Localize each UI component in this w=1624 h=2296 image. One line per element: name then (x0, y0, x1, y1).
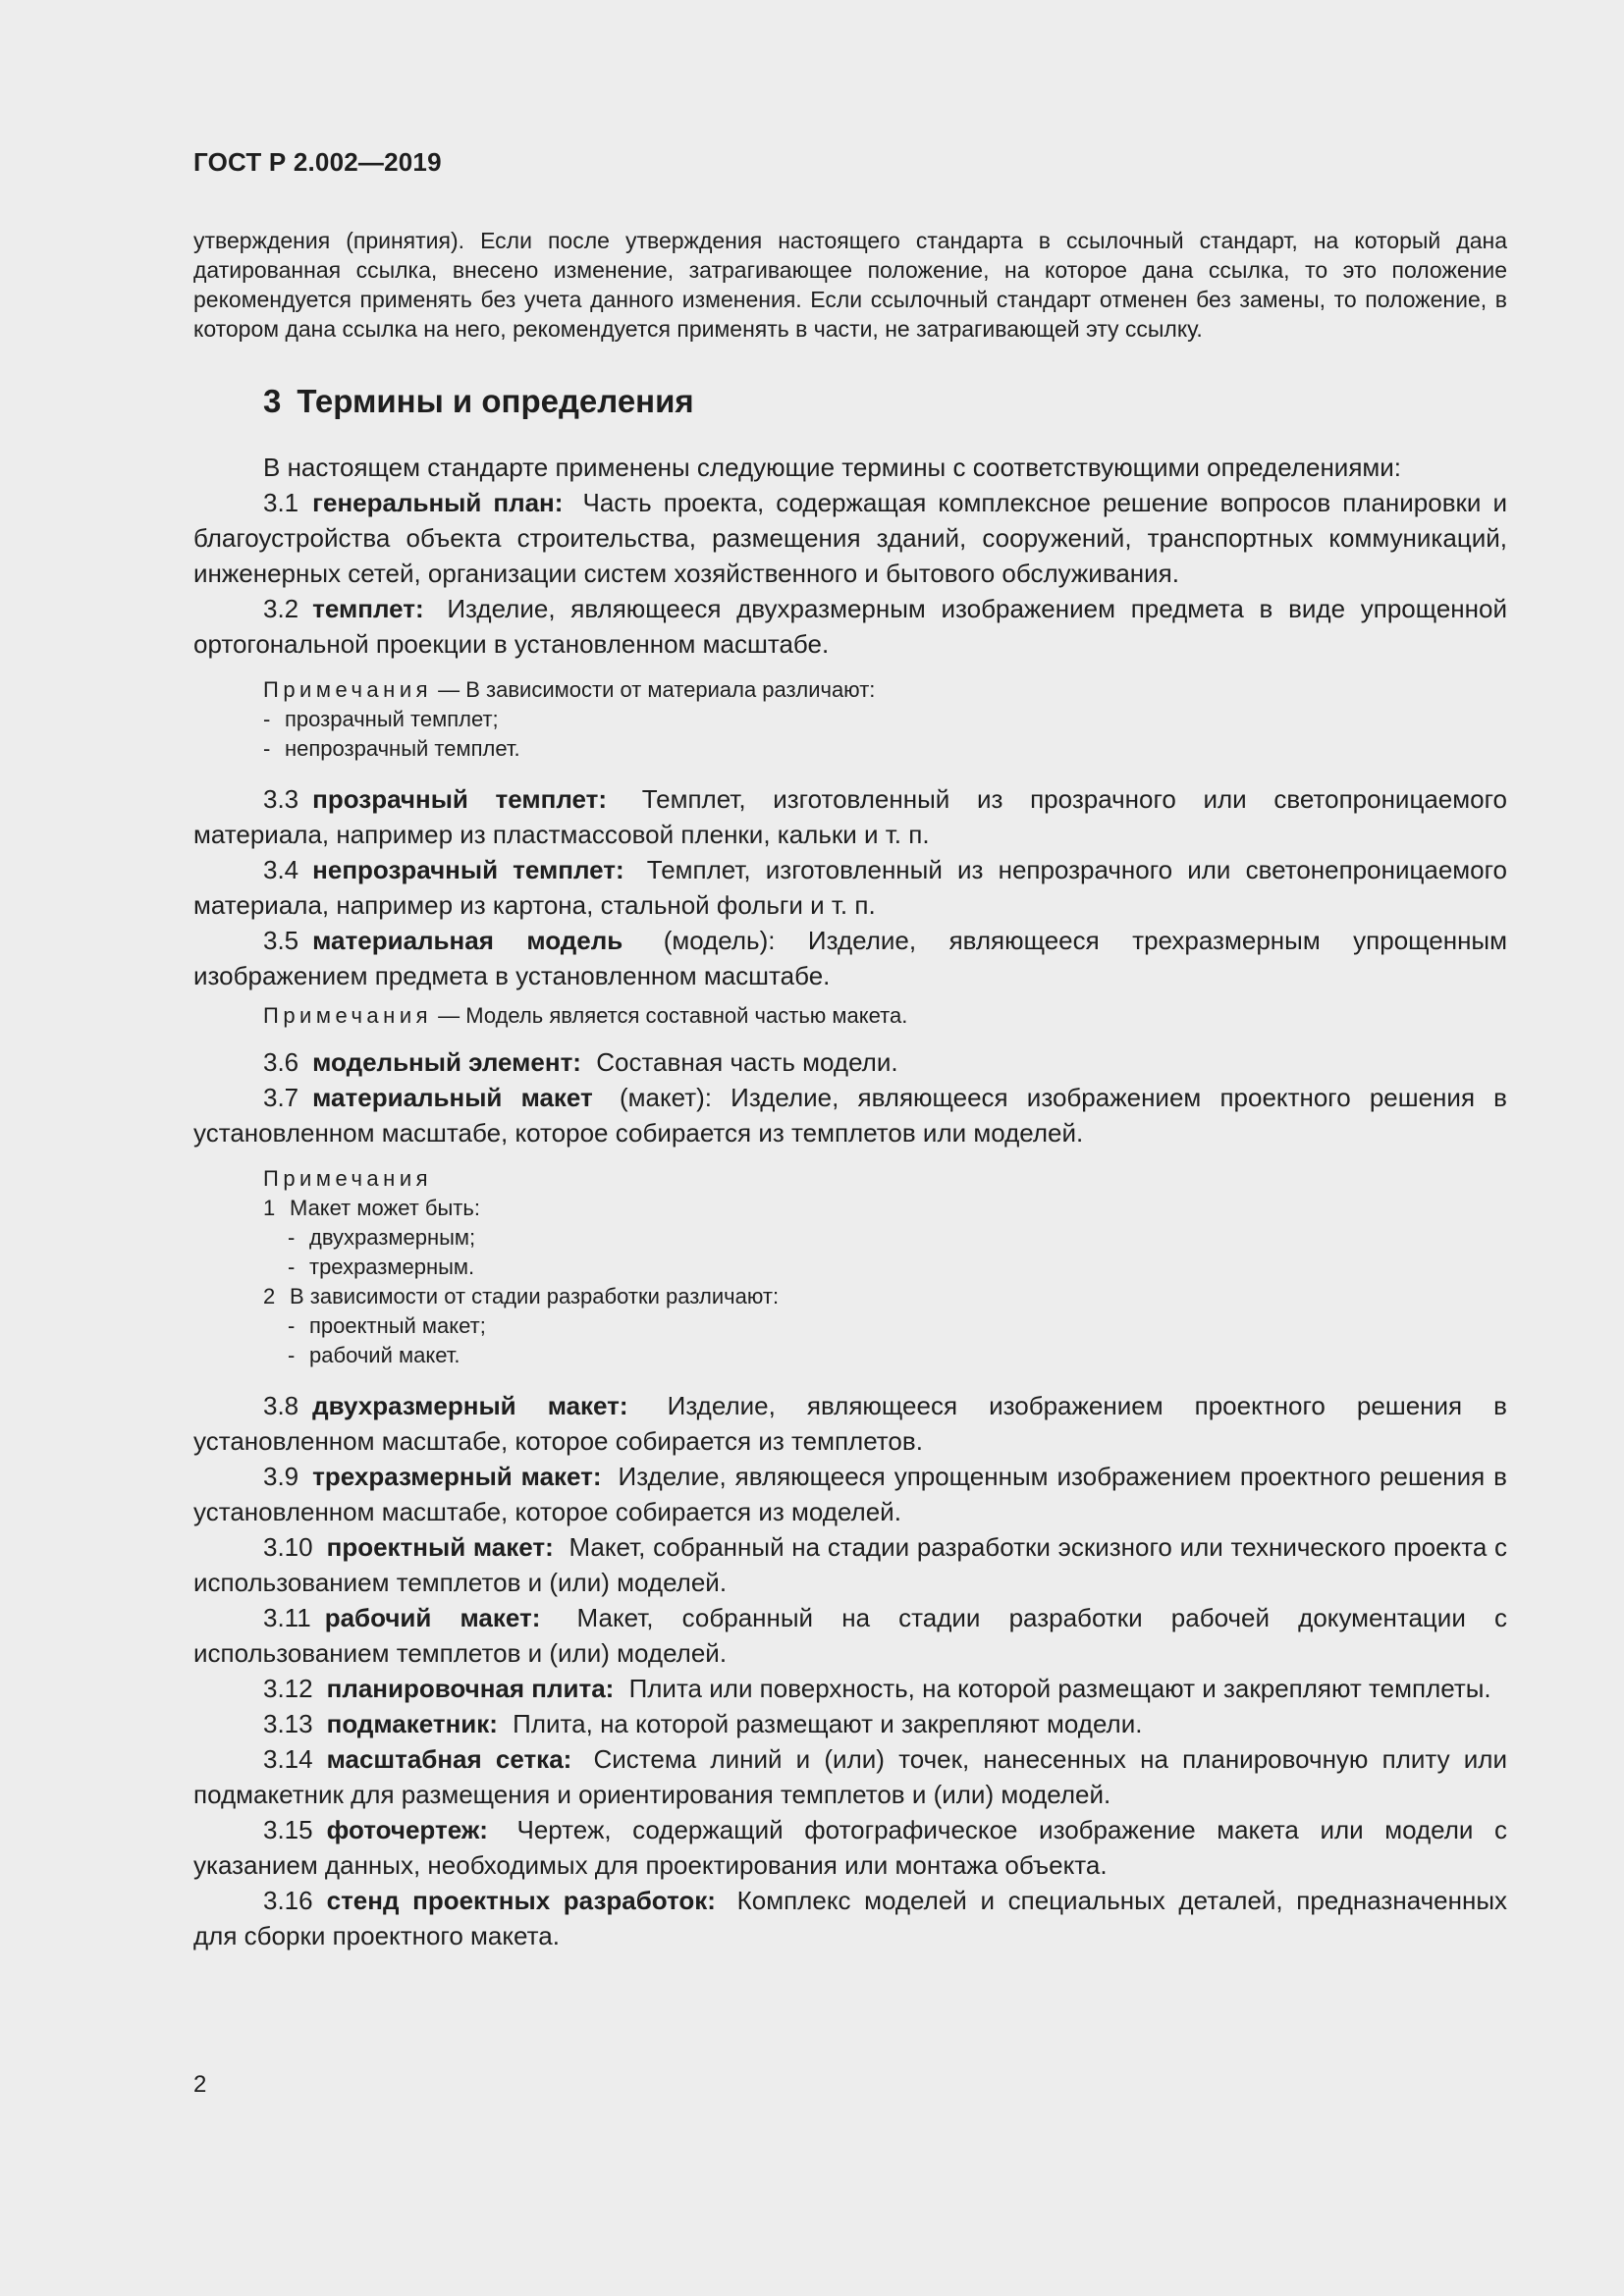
term-entry (193, 1080, 1507, 1150)
term-number: 3.11 (263, 1603, 311, 1632)
note-number: 1 (263, 1196, 276, 1220)
term-name: прозрачный темплет: (312, 784, 608, 814)
term-number: 3.5 (263, 926, 299, 955)
term-entry (193, 1812, 1507, 1883)
note-label: Примечания (263, 1166, 433, 1191)
note-line (263, 1001, 1507, 1031)
term-name: генеральный план: (312, 488, 564, 517)
dash-bullet: - (288, 1313, 296, 1338)
note-list-item (263, 1253, 1507, 1282)
term-definition: Темплет, изготовленный из непрозрачного или светонепроницаемого материала, например из картона, стальной фольги и т. п. (193, 855, 1507, 920)
term-number: 3.15 (263, 1815, 313, 1844)
note-item-text: двухразмерным; (309, 1225, 476, 1250)
term-entry (193, 1044, 1507, 1080)
term-entry (193, 1459, 1507, 1529)
term-definition: Изделие, являющееся изображением проектного решения в установленном масштабе, которое собирается из темплетов. (193, 1391, 1507, 1456)
note-item-text: трехразмерным. (309, 1255, 475, 1279)
term-entry (193, 781, 1507, 852)
section-number: 3 (263, 383, 282, 419)
term-name: стенд проектных разработок: (326, 1886, 716, 1915)
term-number: 3.10 (263, 1532, 313, 1562)
term-entry (193, 1671, 1507, 1706)
term-definition: Изделие, являющееся двухразмерным изображением предмета в виде упрощенной ортогональной проекции в установленном масштабе. (193, 594, 1507, 659)
dash-bullet: - (288, 1255, 296, 1279)
term-name: материальный макет (312, 1083, 593, 1112)
document-header: ГОСТ Р 2.002—2019 (193, 147, 442, 177)
note-list-item (263, 1223, 1507, 1253)
page-number: 2 (193, 2071, 207, 2098)
term-definition: Плита или поверхность, на которой размещают и закрепляют темплеты. (628, 1674, 1491, 1703)
term-definition: Плита, на которой размещают и закрепляют модели. (513, 1709, 1143, 1738)
term-entry (193, 1883, 1507, 1953)
note-list-item (263, 705, 1507, 734)
term-number: 3.9 (263, 1462, 299, 1491)
terms-list (193, 450, 1507, 1953)
term-name: материальная модель (312, 926, 623, 955)
term-definition: Макет, собранный на стадии разработки эскизного или технического проекта с использованием темплетов и (или) моделей. (193, 1532, 1508, 1597)
term-definition: Изделие, являющееся упрощенным изображением проектного решения в установленном масштабе, которое собирается из моделей. (193, 1462, 1507, 1526)
term-entry (193, 1388, 1507, 1459)
note-text: — В зависимости от материала различают: (438, 677, 876, 702)
section-title: Термины и определения (297, 383, 694, 419)
note-text: Макет может быть: (290, 1196, 480, 1220)
term-number: 3.13 (263, 1709, 313, 1738)
term-number: 3.16 (263, 1886, 313, 1915)
note-text: — Модель является составной частью макета. (438, 1003, 908, 1028)
note-item-text: непрозрачный темплет. (285, 736, 520, 761)
term-entry (193, 1706, 1507, 1741)
term-name: масштабная сетка: (326, 1744, 572, 1774)
term-definition: Часть проекта, содержащая комплексное решение вопросов планировки и благоустройства объекта строительства, размещения зданий, сооружений, транспортных коммуникаций, инженерных сетей, организации систем хозяйственного и бытового обслуживания. (193, 488, 1508, 588)
term-definition: Макет, собранный на стадии разработки рабочей документации с использованием темплетов и (или) моделей. (193, 1603, 1507, 1668)
term-number: 3.7 (263, 1083, 299, 1112)
term-name: темплет: (312, 594, 424, 623)
note-list-item (263, 1341, 1507, 1370)
term-entry (193, 591, 1507, 662)
note-block (263, 1164, 1507, 1370)
term-definition: Система линий и (или) точек, нанесенных на планировочную плиту или подмакетник для размещения и ориентирования темплетов и (или) моделей. (193, 1744, 1507, 1809)
term-entry (193, 923, 1507, 993)
term-number: 3.6 (263, 1047, 299, 1077)
term-definition: Темплет, изготовленный из прозрачного или светопроницаемого материала, например из пластмассовой пленки, кальки и т. п. (193, 784, 1507, 849)
term-name: проектный макет: (326, 1532, 554, 1562)
term-name: подмакетник: (326, 1709, 498, 1738)
note-item-text: прозрачный темплет; (285, 707, 499, 731)
term-name: трехразмерный макет: (312, 1462, 602, 1491)
note-number: 2 (263, 1284, 276, 1308)
term-number: 3.8 (263, 1391, 299, 1420)
term-entry (193, 1741, 1507, 1812)
note-label: Примечания (263, 1003, 433, 1028)
term-number: 3.4 (263, 855, 299, 884)
term-number: 3.1 (263, 488, 299, 517)
dash-bullet: - (288, 1225, 296, 1250)
term-entry (193, 485, 1507, 591)
section-heading (263, 383, 694, 420)
term-entry (193, 852, 1507, 923)
term-number: 3.14 (263, 1744, 313, 1774)
note-line (263, 675, 1507, 705)
note-numbered-item (263, 1194, 1507, 1223)
term-definition: Чертеж, содержащий фотографическое изображение макета или модели с указанием данных, необходимых для проектирования или монтажа объекта. (193, 1815, 1507, 1880)
note-block (263, 675, 1507, 764)
section-lead: В настоящем стандарте применены следующие термины с соответствующими определениями: (263, 453, 1402, 482)
note-item-text: проектный макет; (309, 1313, 486, 1338)
term-definition: Составная часть модели. (596, 1047, 898, 1077)
term-name: планировочная плита: (326, 1674, 615, 1703)
term-name: двухразмерный макет: (312, 1391, 628, 1420)
note-block (263, 1001, 1507, 1031)
term-number: 3.12 (263, 1674, 313, 1703)
note-numbered-item (263, 1282, 1507, 1311)
note-list-item (263, 1311, 1507, 1341)
term-name: модельный элемент: (312, 1047, 581, 1077)
dash-bullet: - (288, 1343, 296, 1367)
note-item-text: рабочий макет. (309, 1343, 460, 1367)
term-name: фоточертеж: (326, 1815, 488, 1844)
intro-paragraph: утверждения (принятия). Если после утверждения настоящего стандарта в ссылочный стандарт, на который дана датированная ссылка, внесено изменение, затрагивающее положение, на которое дана ссылка, то это положение рекомендуется применять без учета данного изменения. Если ссылочный стандарт отменен без замены, то положение, в котором дана ссылка на него, рекомендуется применять в части, не затрагивающей эту ссылку. (193, 228, 1507, 342)
term-definition: (модель): Изделие, являющееся трехразмерным упрощенным изображением предмета в установленном масштабе. (193, 926, 1507, 990)
term-name: рабочий макет: (324, 1603, 541, 1632)
term-number: 3.2 (263, 594, 299, 623)
note-label: Примечания (263, 677, 433, 702)
note-list-item (263, 734, 1507, 764)
term-entry (193, 1600, 1507, 1671)
term-definition: (макет): Изделие, являющееся изображением проектного решения в установленном масштабе, которое собирается из темплетов или моделей. (193, 1083, 1507, 1148)
note-text: В зависимости от стадии разработки различают: (290, 1284, 780, 1308)
term-number: 3.3 (263, 784, 299, 814)
term-name: непрозрачный темплет: (312, 855, 624, 884)
term-definition: Комплекс моделей и специальных деталей, предназначенных для сборки проектного макета. (193, 1886, 1508, 1950)
dash-bullet: - (263, 736, 271, 761)
dash-bullet: - (263, 707, 271, 731)
term-entry (193, 1529, 1507, 1600)
